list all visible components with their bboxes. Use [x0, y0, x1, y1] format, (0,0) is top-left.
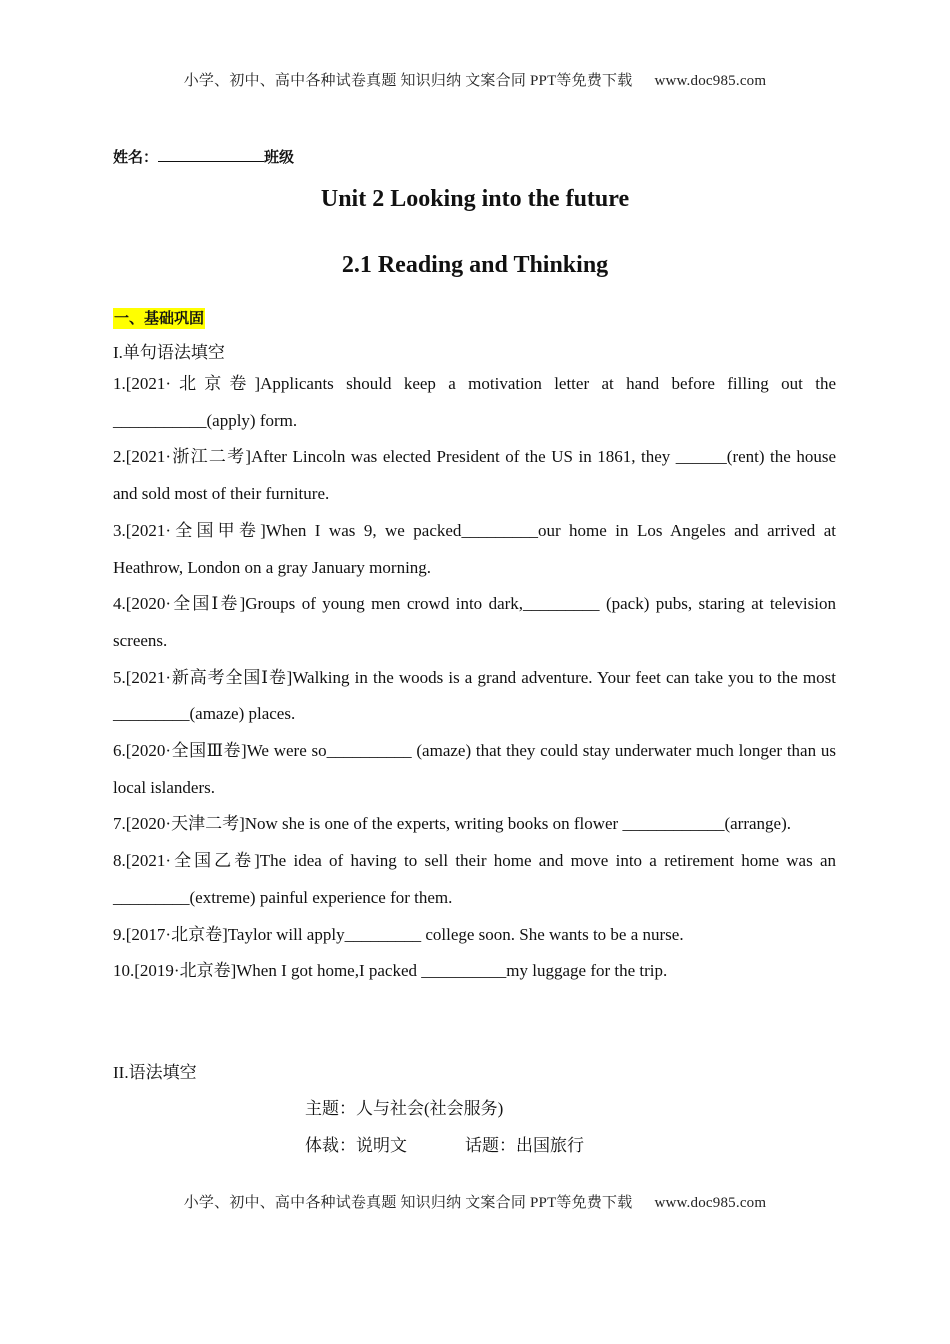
- question-text: 4.[2020·全国Ⅰ卷]Groups of young men crowd into dark,: [113, 594, 524, 614]
- question-item: [113, 660, 836, 733]
- question-list: [113, 366, 836, 990]
- page-title: Unit 2 Looking into the future: [320, 186, 630, 212]
- question-text: 8.[2021·全国乙卷]The idea of having to sell their home and move into a retirement home was an: [113, 851, 836, 871]
- answer-blank: ______: [675, 447, 727, 467]
- question-item: [113, 843, 836, 916]
- question-text: (arrange).: [724, 814, 791, 834]
- part2-label: II.语法填空: [113, 1063, 197, 1082]
- theme-line: 主题：人与社会(社会服务): [305, 1099, 504, 1118]
- question-item: [113, 439, 836, 512]
- question-item: [113, 953, 836, 990]
- footer-text: 小学、初中、高中各种试卷真题 知识归纳 文案合同 PPT等免费下载: [183, 1195, 633, 1211]
- question-item: [113, 806, 836, 843]
- student-info: [113, 146, 294, 167]
- question-item: [113, 917, 836, 954]
- question-text: (apply) form.: [206, 410, 298, 430]
- question-item: [113, 366, 836, 439]
- question-text: 2.[2021·浙江二考]After Lincoln was elected President of the US in 1861, they: [113, 447, 676, 467]
- question-text: 7.[2020·天津二考]Now she is one of the experts, writing books on flower: [113, 814, 623, 834]
- header-site: www.doc985.com: [654, 73, 767, 89]
- name-blank: [158, 147, 264, 162]
- page-header: [0, 69, 950, 90]
- question-text: college soon. She wants to be a nurse.: [421, 924, 684, 944]
- question-text: 6.[2020·全国Ⅲ卷]We were so: [113, 741, 327, 761]
- question-text: 5.[2021·新高考全国Ⅰ卷]Walking in the woods is a grand adventure. Your feet can take you to the most: [113, 667, 836, 687]
- answer-blank: _________: [344, 924, 422, 944]
- answer-blank: _________: [523, 594, 600, 614]
- question-text: 10.[2019·北京卷]When I got home,I packed: [113, 961, 422, 981]
- question-text: (amaze) that they could stay underwater much longer than us local islanders.: [113, 741, 836, 797]
- answer-blank: __________: [326, 741, 412, 761]
- genre-topic-line: [305, 1135, 584, 1157]
- answer-blank: __________: [421, 961, 507, 981]
- header-text: 小学、初中、高中各种试卷真题 知识归纳 文案合同 PPT等免费下载: [183, 73, 633, 89]
- question-text: (amaze) places.: [189, 704, 296, 724]
- question-text: 9.[2017·北京卷]Taylor will apply: [113, 924, 345, 944]
- question-text: my luggage for the trip.: [506, 961, 668, 981]
- answer-blank: _________: [113, 704, 190, 724]
- question-item: [113, 513, 836, 586]
- answer-blank: ___________: [113, 410, 207, 430]
- question-text: (extreme) painful experience for them.: [189, 887, 453, 907]
- question-text: (pack) pubs, staring at television screens.: [113, 594, 836, 650]
- question-text: our home in Los Angeles and arrived at Heathrow, London on a gray January morning.: [113, 520, 836, 577]
- footer-site: www.doc985.com: [654, 1195, 767, 1211]
- section-heading: 一、基础巩固: [114, 309, 205, 327]
- question-text: (rent) the house and sold most of their furniture.: [113, 447, 837, 504]
- class-label: 班级: [264, 148, 295, 166]
- topic-text: 话题：出国旅行: [465, 1136, 584, 1155]
- question-text: 3.[2021·全国甲卷]When I was 9, we packed: [113, 520, 462, 540]
- genre-text: 体裁：说明文: [305, 1136, 407, 1155]
- part1-label: I.单句语法填空: [113, 343, 225, 362]
- answer-blank: _________: [461, 520, 538, 540]
- question-item: [113, 733, 836, 806]
- page-footer: [0, 1191, 950, 1212]
- name-label: 姓名：: [113, 148, 159, 166]
- question-text: 1.[2021·北京卷]Applicants should keep a motivation letter at hand before filling out the: [113, 374, 836, 393]
- answer-blank: _________: [113, 887, 190, 907]
- answer-blank: ____________: [622, 814, 725, 834]
- question-item: [113, 586, 836, 659]
- page-subtitle: 2.1 Reading and Thinking: [341, 252, 609, 278]
